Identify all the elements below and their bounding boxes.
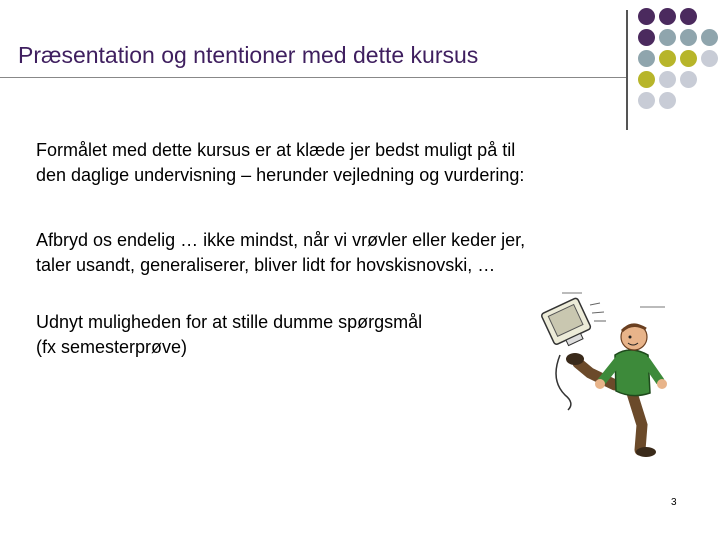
paragraph-line: (fx semesterprøve)	[36, 337, 188, 357]
title-divider-line	[626, 10, 628, 130]
title-underline	[0, 77, 628, 78]
cartoon-man-kicking-computer-icon	[520, 285, 695, 460]
paragraph-line: den daglige undervisning – herunder vejledning og vurdering:	[36, 165, 525, 185]
paragraph-line: Formålet med dette kursus er at klæde jer bedst muligt på til	[36, 140, 516, 160]
dot-grid-decoration-icon	[638, 8, 720, 120]
paragraph-line: Afbryd os endelig … ikke mindst, når vi vrøvler eller keder jer,	[36, 230, 526, 250]
page-number: 3	[671, 497, 677, 508]
paragraph-line: taler usandt, generaliserer, bliver lidt for hovskisnovski, …	[36, 255, 496, 275]
paragraph-line: Udnyt muligheden for at stille dumme spørgsmål	[36, 312, 423, 332]
paragraph-purpose	[36, 138, 524, 188]
paragraph-questions	[36, 310, 422, 360]
slide-title: Præsentation og ntentioner med dette kursus	[18, 42, 479, 68]
paragraph-interrupt	[36, 228, 525, 278]
